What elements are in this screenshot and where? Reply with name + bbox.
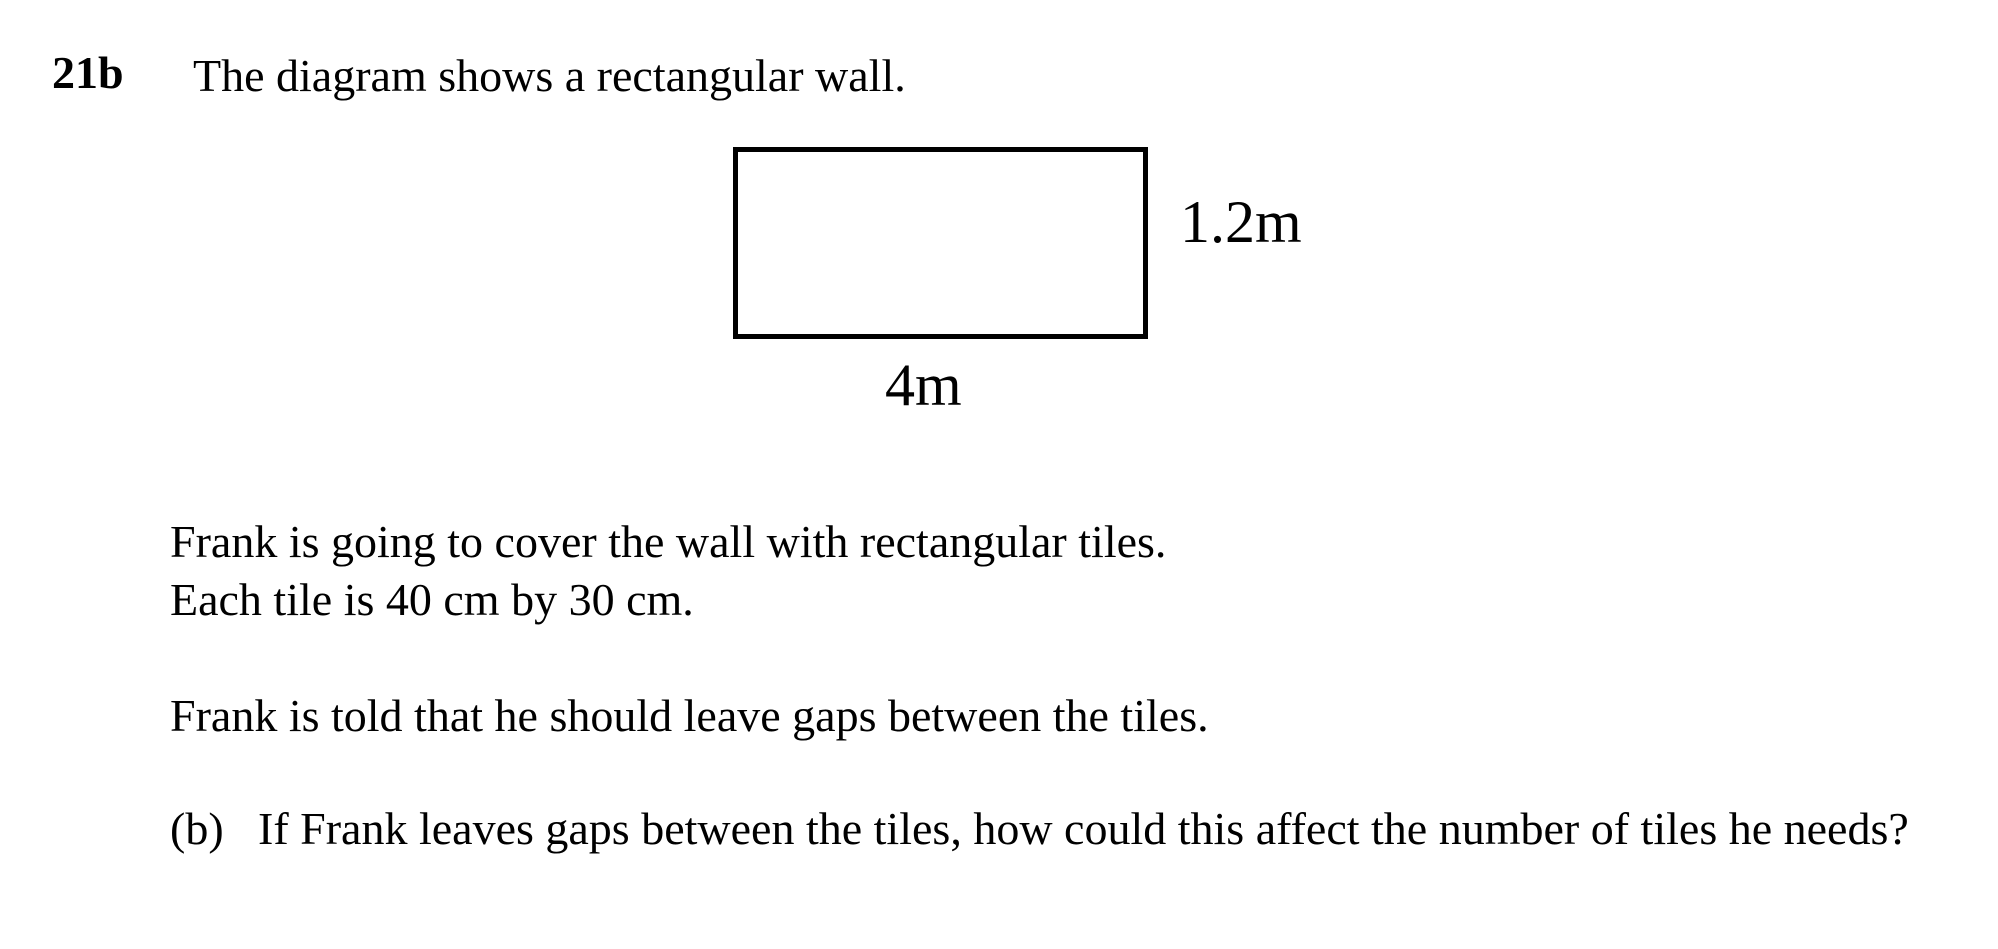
wall-height-label: 1.2m <box>1180 189 1302 255</box>
wall-rectangle <box>733 147 1148 339</box>
part-b-question: If Frank leaves gaps between the tiles, how could this affect the number of tiles he needs? <box>258 803 1909 854</box>
tile-description: Frank is going to cover the wall with rectangular tiles. Each tile is 40 cm by 30 cm. <box>170 516 1167 625</box>
question-intro: The diagram shows a rectangular wall. <box>193 50 906 101</box>
gap-instruction: Frank is told that he should leave gaps between the tiles. <box>170 690 1209 741</box>
part-b-label: (b) <box>170 803 224 854</box>
question-number: 21b <box>52 47 124 98</box>
wall-width-label: 4m <box>885 352 962 418</box>
